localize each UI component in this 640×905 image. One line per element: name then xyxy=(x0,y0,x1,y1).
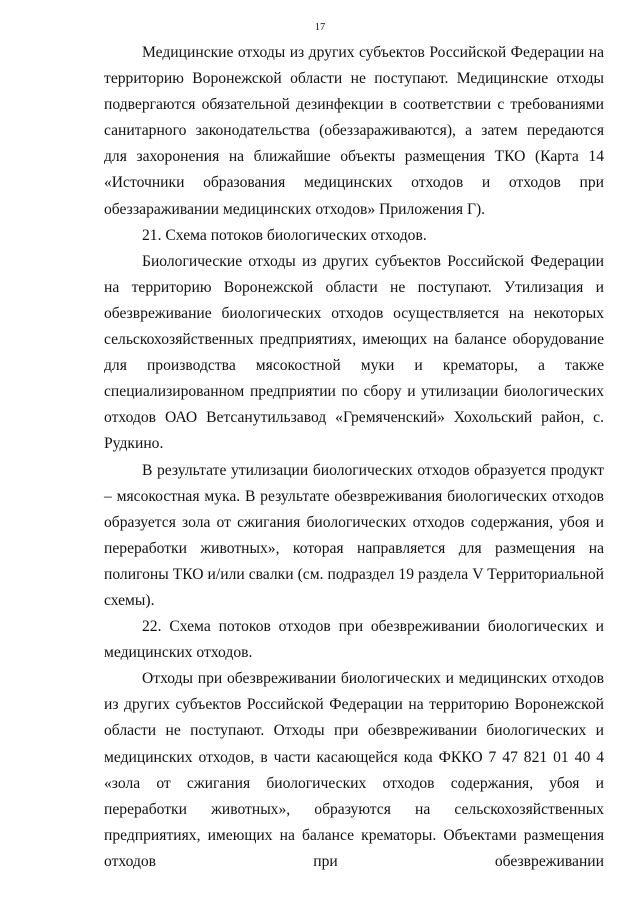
heading-neutralization-waste-scheme: 22. Схема потоков отходов при обезвреживании биологических и медицинских отходов. xyxy=(104,618,604,662)
document-body xyxy=(104,40,604,875)
heading-biological-waste-scheme: 21. Схема потоков биологических отходов. xyxy=(142,226,427,244)
paragraph-neutralization-waste: Отходы при обезвреживании биологических и медицинских отходов из других субъектов Российской Федерации на территорию Воронежской области не поступают. Отходы при обезвреживании биологических и медицинских отходов, в части касающейся кода ФККО 7 47 821 01 40 4 «зола от сжигания биологических отходов содержания, убоя и переработки животных», образуются на сельскохозяйственных предприятиях, имеющих на балансе крематоры. Объектами размещения отходов при обезвреживании xyxy=(104,670,604,870)
paragraph-biological-waste: Биологические отходы из других субъектов Российской Федерации на территорию Воронежской области не поступают. Утилизация и обезвреживание биологических отходов осуществляется на некоторых сельскохозяйственных предприятиях, имеющих на балансе оборудование для производства мясокостной муки и крематоры, а также специализированном предприятии по сбору и утилизации биологических отходов ОАО Ветсанутильзавод «Гремяченский» Хохольский район, с. Рудкино. xyxy=(104,252,604,453)
page-number: 17 xyxy=(314,22,326,33)
paragraph-medical-waste: Медицинские отходы из других субъектов Российской Федерации на территорию Воронежской области не поступают. Медицинские отходы подвергаются обязательной дезинфекции в соответствии с требованиями санитарного законодательства (обеззараживаются), а затем передаются для захоронения на ближайшие объекты размещения ТКО (Карта 14 «Источники образования медицинских отходов и отходов при обеззараживании медицинских отходов» Приложения Г). xyxy=(104,44,604,218)
paragraph-utilization-result: В результате утилизации биологических отходов образуется продукт – мясокостная мука. В результате обезвреживания биологических отходов образуется зола от сжигания биологических отходов содержания, убоя и переработки животных», которая направляется для размещения на полигоны ТКО и/или свалки (см. подраздел 19 раздела V Территориальной схемы). xyxy=(104,461,604,609)
